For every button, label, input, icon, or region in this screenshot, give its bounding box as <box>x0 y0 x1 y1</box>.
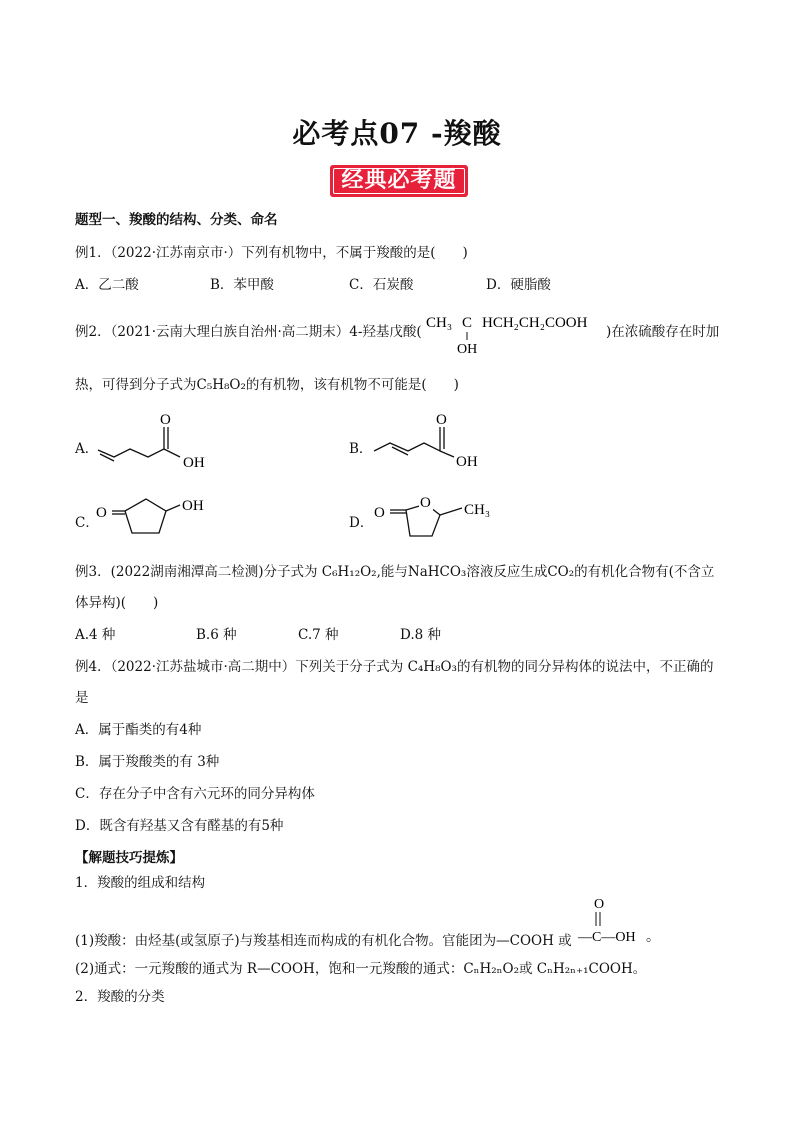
oh-bond-b <box>440 451 454 457</box>
atom-ch3-d: CH₃ <box>464 502 491 518</box>
hydroxypentanoic-acid-formula <box>420 306 610 360</box>
carboxyl-o: O <box>594 897 605 912</box>
question-4-stem-line2: 是 <box>75 690 89 706</box>
question-3-option-d: D.8 种 <box>400 627 442 643</box>
tips-heading: 【解题技巧提炼】 <box>75 850 183 866</box>
question-4-option-d: D．既含有羟基又含有醛基的有5种 <box>75 818 284 834</box>
oh-bond-a <box>164 449 180 457</box>
methyl-bond-d <box>440 508 462 515</box>
question-4-stem-line1: 例4．（2022·江苏盐城市·高二期中）下列关于分子式为 C₄H₈O₃的有机物的同分异构体的说法中，不正确的 <box>75 659 714 675</box>
page-title: 必考点07 -羧酸 <box>292 117 502 150</box>
question-2-option-a-label: A． <box>75 441 99 457</box>
atom-o-d: O <box>374 505 385 521</box>
question-3-option-c: C.7 种 <box>298 627 339 643</box>
ring-c <box>125 499 166 533</box>
tips-item-1a: (1)羧酸：由烃基(或氢原子)与羧基相连而构成的有机化合物。官能团为—COOH 或 <box>75 933 572 949</box>
structure-pentenoic-acid-a <box>92 410 222 480</box>
question-2-stem-prefix: 例2．（2021·云南大理白族自治州·高二期末）4-羟基戊酸( <box>75 324 422 340</box>
bond-chain-a <box>98 427 164 457</box>
atom-oh-a: OH <box>183 455 205 471</box>
question-3-option-a: A.4 种 <box>75 627 116 643</box>
double-bond-a <box>100 454 114 461</box>
carboxyl-end: 。 <box>646 930 660 945</box>
question-2-option-b-label: B． <box>349 441 373 457</box>
question-3-option-b: B.6 种 <box>196 627 237 643</box>
oh-bond-c <box>166 505 180 511</box>
tips-item-2: 2．羧酸的分类 <box>75 989 165 1005</box>
question-2-stem-line2: 热，可得到分子式为C₅H₈O₂的有机物，该有机物不可能是( ) <box>75 377 459 393</box>
carboxyl-group-structure <box>578 894 658 950</box>
banner-label: 经典必考题 <box>341 168 457 193</box>
question-4-option-a: A．属于酯类的有4种 <box>75 722 202 738</box>
tips-item-1b: (2)通式：一元羧酸的通式为 R—COOH，饱和一元羧酸的通式：CₙH₂ₙO₂或 CₙH₂ₙ₊₁COOH。 <box>75 961 647 977</box>
question-4-option-b: B．属于羧酸类的有 3种 <box>75 754 220 770</box>
section-heading: 题型一、羧酸的结构、分类、命名 <box>75 212 278 228</box>
question-3-stem-line1: 例3．(2022湖南湘潭高二检测)分子式为 C₆H₁₂O₂,能与NaHCO₃溶液反应生成CO₂的有机化合物有(不含立 <box>75 564 715 580</box>
atom-o-c: O <box>96 505 107 521</box>
question-1-option-a: A．乙二酸 <box>75 277 139 293</box>
formula-ch3: CH₃ <box>426 315 453 331</box>
question-2-option-c-label: C． <box>75 515 99 531</box>
question-2-option-d-label: D． <box>349 515 374 531</box>
double-bond-b <box>392 447 408 455</box>
structure-hydroxycyclopentanone-c <box>92 490 222 556</box>
formula-c: C <box>462 315 473 331</box>
formula-oh: OH <box>457 342 478 357</box>
banner-border <box>333 168 465 194</box>
question-2-stem-suffix: )在浓硫酸存在时加 <box>606 324 720 340</box>
question-3-stem-line2: 体异构)( ) <box>75 595 159 611</box>
structure-lactone-d <box>368 490 508 556</box>
atom-ring-o-d: O <box>420 495 431 511</box>
question-1-option-d: D．硬脂酸 <box>486 277 551 293</box>
atom-oh-b: OH <box>456 454 478 470</box>
atom-o-b: O <box>436 412 447 428</box>
question-4-option-c: C．存在分子中含有六元环的同分异构体 <box>75 786 315 802</box>
formula-chain: HCH₂CH₂COOH <box>482 315 588 331</box>
question-1-stem: 例1．（2022·江苏南京市·）下列有机物中，不属于羧酸的是( ) <box>75 245 468 261</box>
question-1-option-b: B．苯甲酸 <box>210 277 274 293</box>
question-1-option-c: C．石炭酸 <box>349 277 414 293</box>
tips-item-1: 1．羧酸的组成和结构 <box>75 875 206 891</box>
atom-oh-c: OH <box>182 498 204 514</box>
section-banner <box>330 165 468 197</box>
bond-chain-b <box>374 427 440 451</box>
structure-pentenoic-acid-b <box>368 410 498 480</box>
atom-o-a: O <box>160 412 171 428</box>
carboxyl-group: —C—OH <box>578 930 636 945</box>
